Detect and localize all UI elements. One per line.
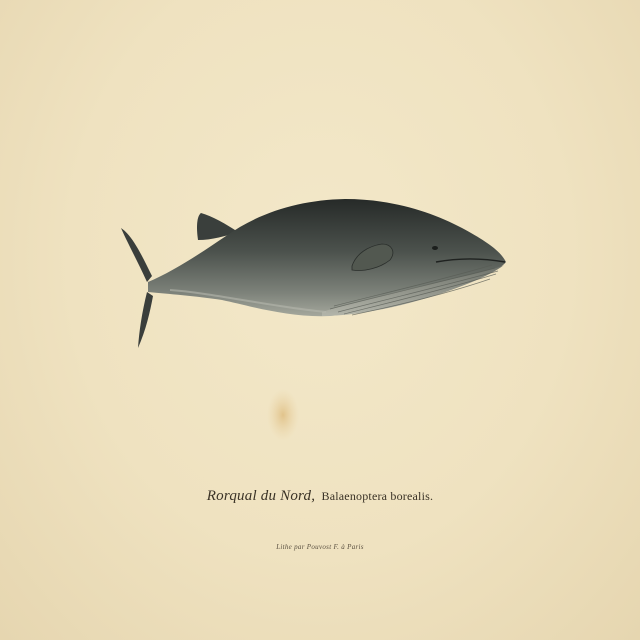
caption-scientific-name: Balaenoptera borealis. — [321, 489, 434, 503]
printer-credit: Lithe par Pouvost F. à Paris — [276, 543, 364, 551]
whale-figure — [121, 199, 506, 348]
paper-stain — [267, 389, 299, 441]
plate-caption — [0, 488, 640, 505]
caption-common-name: Rorqual du Nord, — [206, 488, 316, 504]
whale-eye — [432, 246, 438, 250]
